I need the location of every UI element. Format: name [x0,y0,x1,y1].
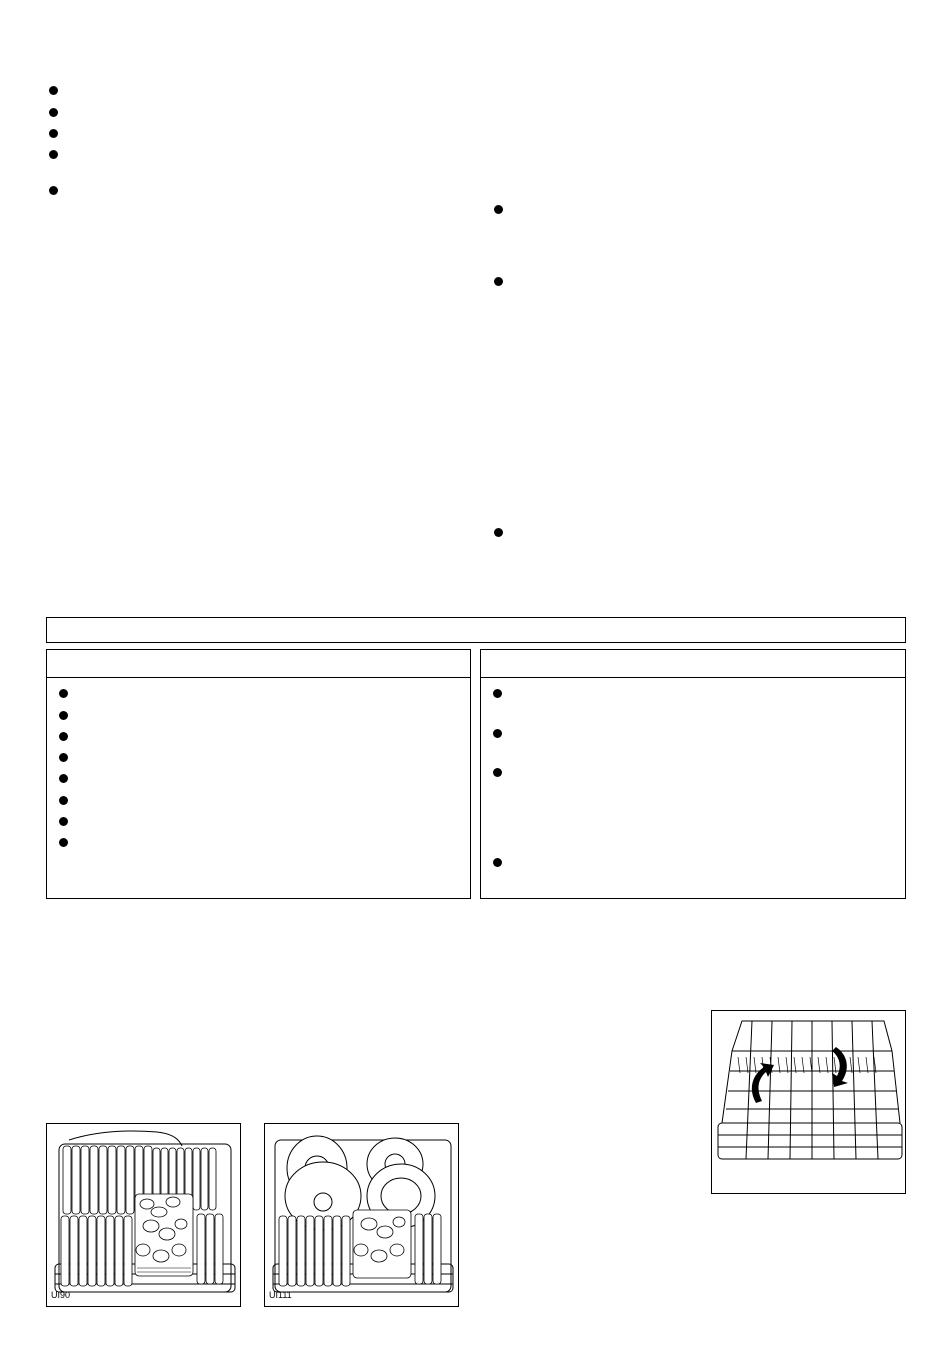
cutlery-basket [135,1194,193,1276]
bullet [59,711,68,720]
bullet [493,858,502,867]
bullet [494,205,503,214]
bullet [493,768,502,777]
figure-rack-plates [46,1123,241,1307]
figure-rack-folding-tines [711,1010,906,1194]
bullet [49,150,58,159]
bullet [59,732,68,741]
bullet [494,277,503,286]
right-panel [480,649,906,899]
fold-arrow-icon [752,1047,848,1103]
bullet [49,86,58,95]
cutlery-basket [353,1210,411,1278]
rack-large-plates-illustration [265,1124,459,1307]
rack-plates-illustration [47,1124,241,1307]
bullet [494,528,503,537]
bullet [59,774,68,783]
left-panel-header [47,650,470,678]
rack-folding-illustration [712,1011,906,1194]
bullet [49,129,58,138]
table-title-box [46,617,906,643]
figure-rack-large-plates [264,1123,459,1307]
bullet [59,817,68,826]
bullet [49,108,58,117]
bullet [59,689,68,698]
bullet [49,186,58,195]
bullet [59,753,68,762]
figure-label-left: UI90 [51,1290,71,1300]
left-panel [46,649,471,899]
right-panel-header [481,650,905,678]
bullet [59,838,68,847]
wire-rack [718,1021,902,1159]
bullet [493,729,502,738]
figure-label-middle: UI111 [269,1290,292,1300]
bullet [493,689,502,698]
bullet [59,796,68,805]
